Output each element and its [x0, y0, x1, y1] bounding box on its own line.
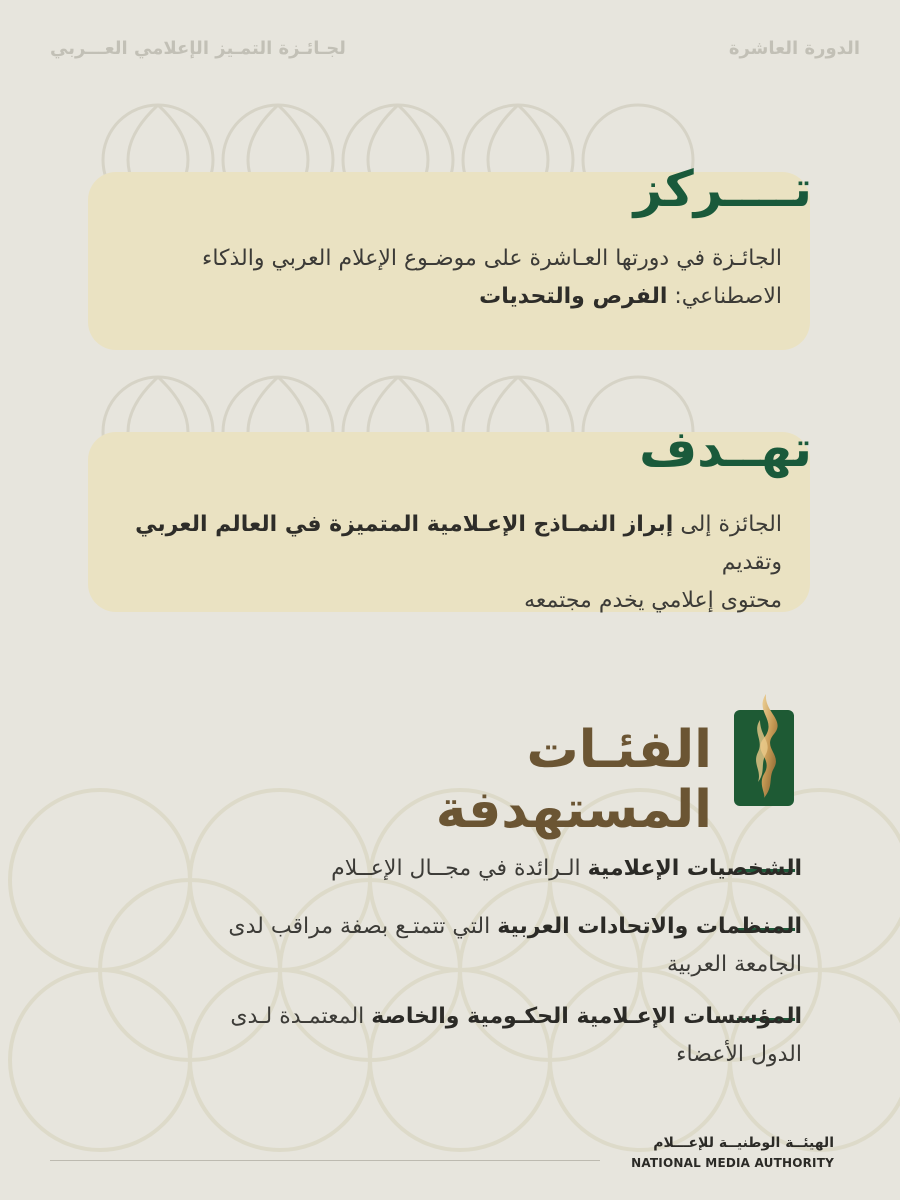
- list-item-line1: [60, 850, 802, 888]
- list-item-plain: المعتمـدة لـدى: [230, 1004, 372, 1029]
- focus-text-line2-bold: الفرص والتحديات: [479, 284, 668, 309]
- focus-text-line2: [110, 278, 782, 316]
- categories-title: [436, 720, 712, 840]
- list-item: [60, 908, 802, 984]
- focus-text-line2-plain: الاصطناعي:: [667, 284, 782, 309]
- goal-text: [110, 506, 782, 620]
- award-logo: [734, 710, 794, 806]
- list-item: [60, 998, 802, 1074]
- list-item-line1: [60, 998, 802, 1036]
- list-item-line1: [60, 908, 802, 946]
- goal-text-line2: محتوى إعلامي يخدم مجتمعه: [524, 588, 782, 613]
- categories-title-line2: المستهدفة: [435, 780, 712, 840]
- list-item-bold: الشخصيات الإعلامية: [587, 856, 802, 881]
- footer-divider: [50, 1160, 600, 1161]
- goal-text-line1: [110, 506, 782, 582]
- flame-icon: [734, 690, 794, 800]
- focus-title: تــــركز: [633, 160, 812, 218]
- footer-org-english: NATIONAL MEDIA AUTHORITY: [631, 1156, 834, 1170]
- list-item-line2: الدول الأعضاء: [676, 1042, 802, 1067]
- list-item-plain: التي تتمتـع بصفة مراقب لدى: [228, 914, 498, 939]
- focus-text-line1: الجائـزة في دورتها العـاشرة على موضـوع الإعلام العربي والذكاء: [201, 246, 782, 271]
- goal-title: تهــدف: [639, 420, 812, 478]
- list-item-bold: المنظمات والاتحادات العربية: [497, 914, 802, 939]
- categories-title-line1: الفئـات: [526, 720, 712, 780]
- list-item-line2: الجامعة العربية: [666, 952, 802, 977]
- award-name: لجـائـزة التمـيز الإعلامي العـــربي: [50, 38, 346, 59]
- goal-text-bold: إبراز النمـاذج الإعـلامية المتميزة في العالم العربي: [135, 512, 674, 537]
- edition-label: الدورة العاشرة: [728, 38, 860, 59]
- footer-org-arabic: الهيئــة الوطنيــة للإعـــلام: [653, 1135, 834, 1151]
- goal-text-plain-2: وتقديم: [721, 550, 782, 575]
- focus-text: [110, 240, 782, 316]
- goal-text-plain-1: الجائزة إلى: [673, 512, 782, 537]
- list-item: [60, 850, 802, 888]
- list-item-bold: المؤسسات الإعـلامية الحكـومية والخاصة: [371, 1004, 802, 1029]
- list-item-plain: الـرائدة في مجــال الإعــلام: [331, 856, 588, 881]
